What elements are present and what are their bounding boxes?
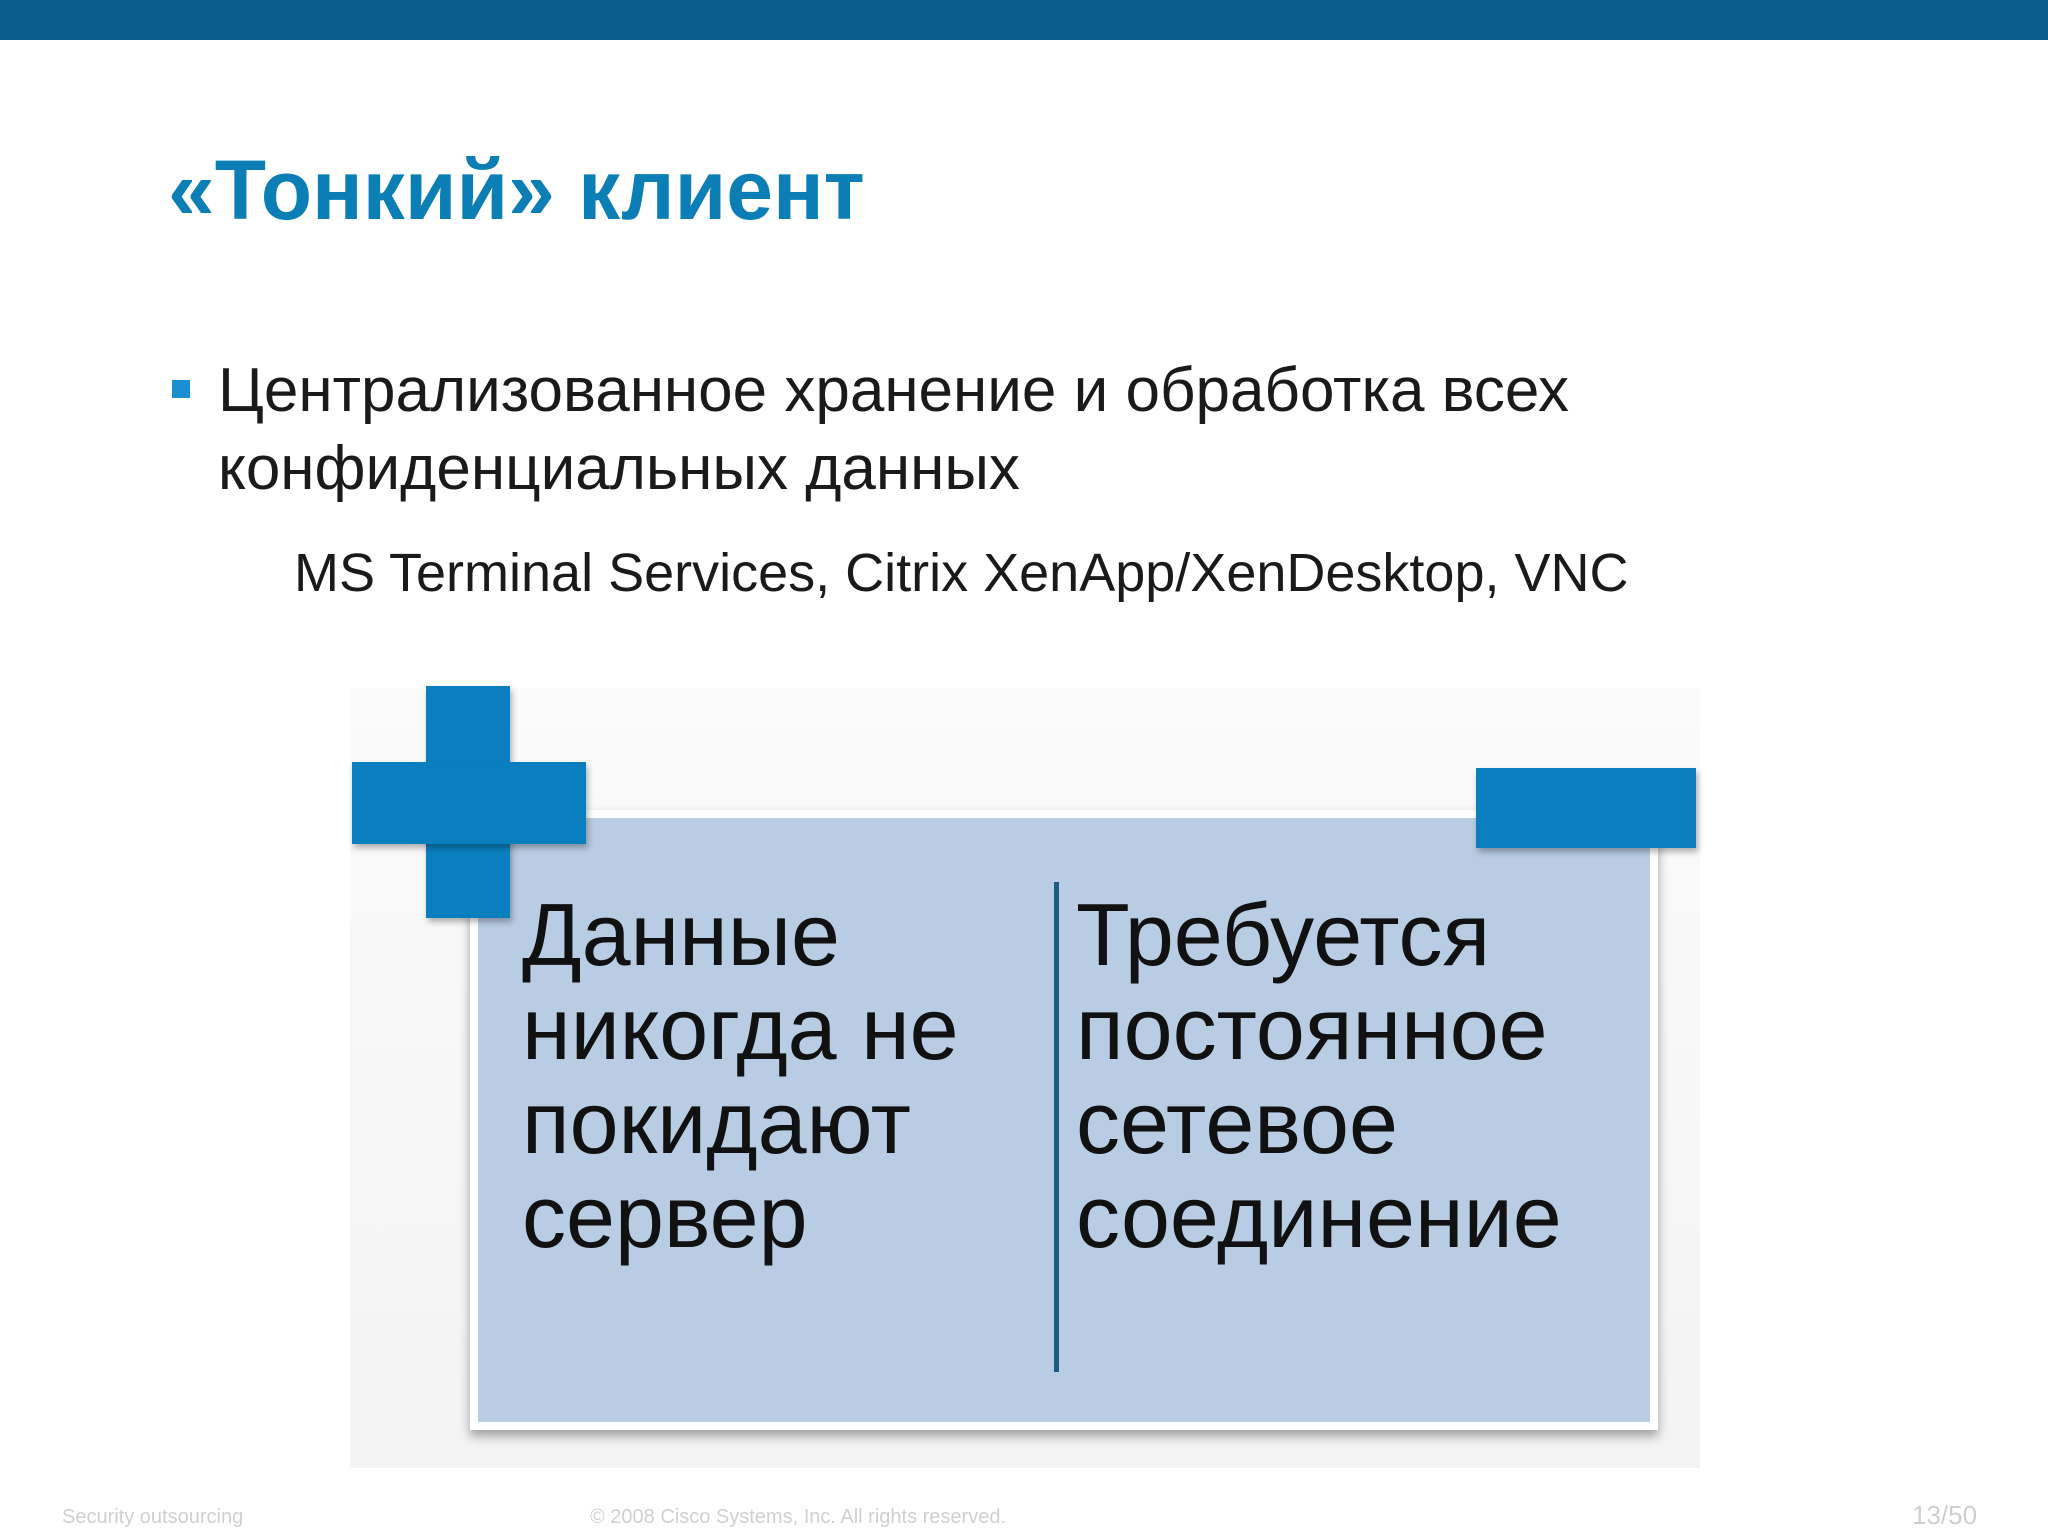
sub-bullet-text: MS Terminal Services, Citrix XenApp/XenDesktop, VNC	[294, 543, 1629, 603]
footer-left: Security outsourcing	[62, 1506, 244, 1528]
pros-cons-divider	[1054, 882, 1059, 1372]
top-bar	[0, 0, 2048, 40]
minus-icon	[1476, 768, 1696, 848]
con-text: Требуется постоянное сетевое соединение	[1076, 885, 1562, 1266]
pro-text: Данные никогда не покидают сервер	[522, 885, 959, 1266]
footer-copyright: © 2008 Cisco Systems, Inc. All rights reserved.	[590, 1506, 1007, 1528]
bullet-marker	[172, 380, 190, 398]
slide-title: «Тонкий» клиент	[168, 143, 865, 237]
page-number: 13/50	[1912, 1500, 1978, 1530]
plus-icon-horizontal	[352, 762, 586, 844]
bullet-text: Централизованное хранение и обработка всех конфиденциальных данных	[218, 356, 1570, 503]
